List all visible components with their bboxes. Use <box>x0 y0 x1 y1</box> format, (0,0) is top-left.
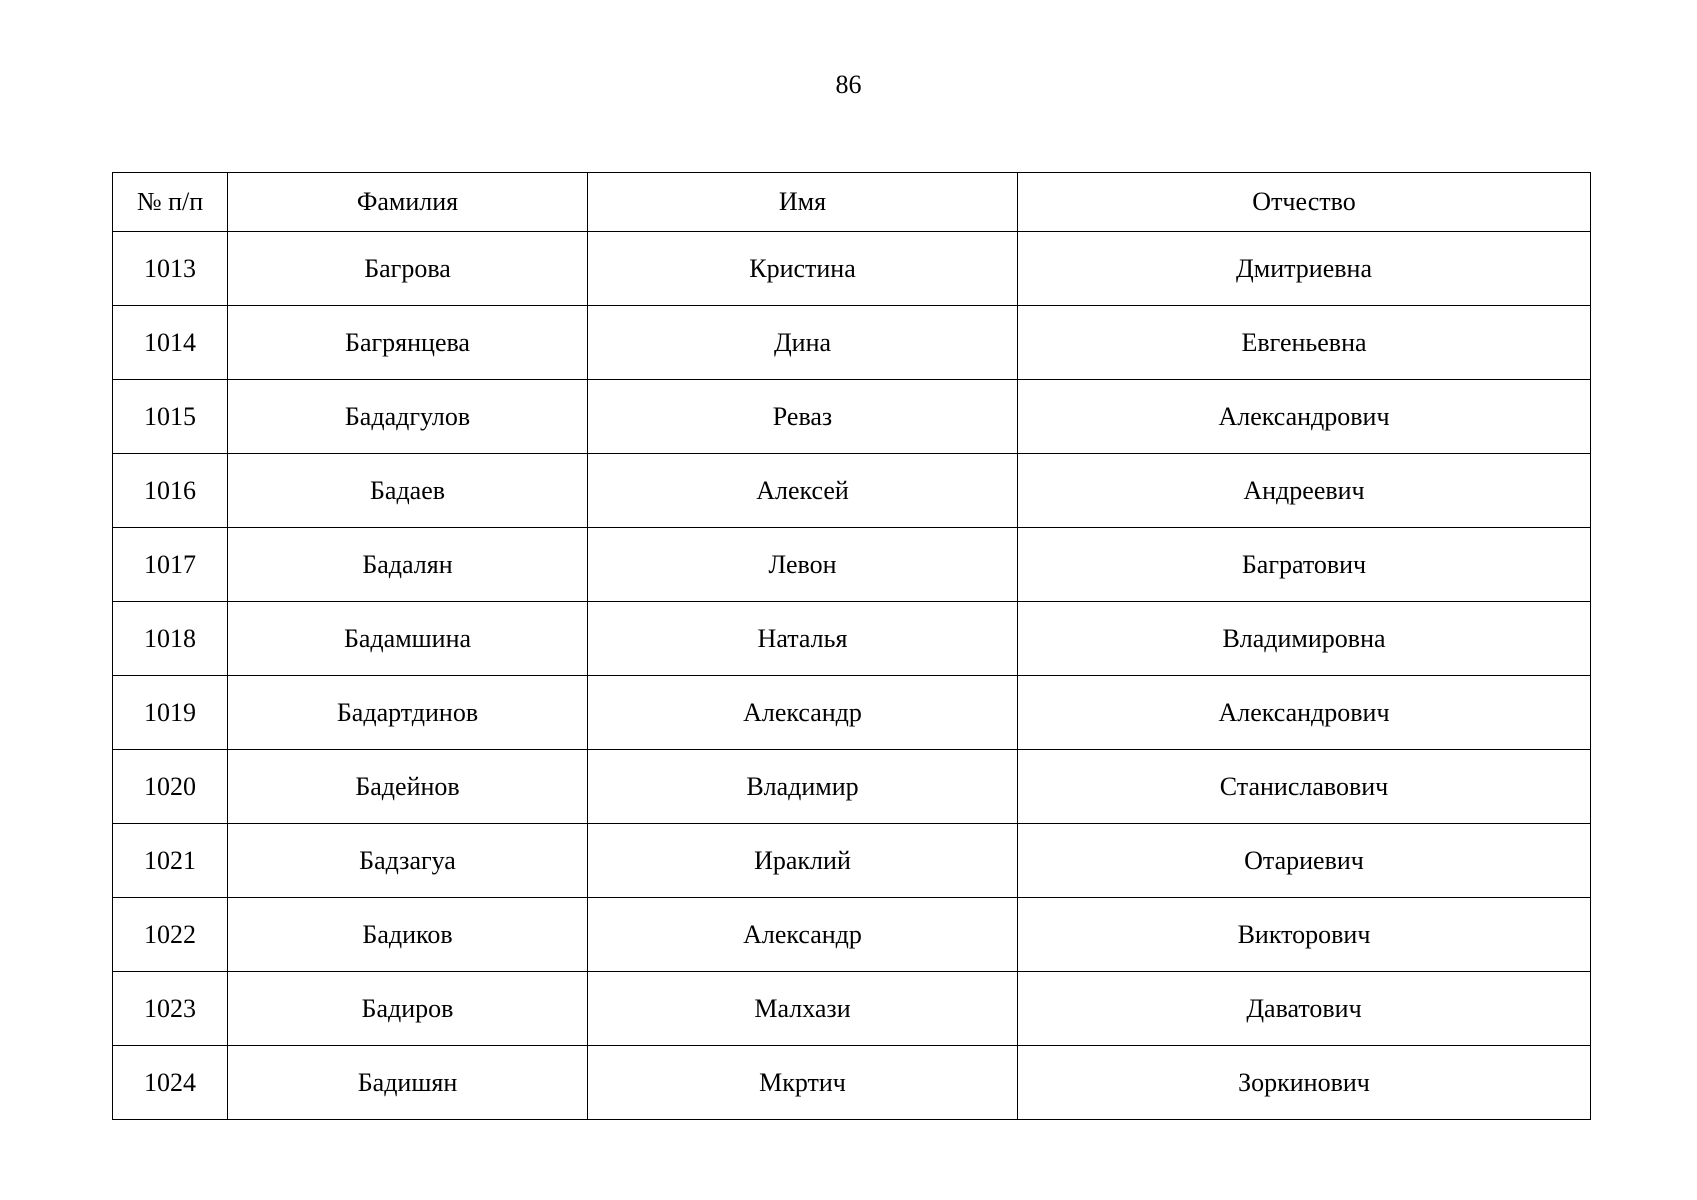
cell-number: 1013 <box>113 232 228 306</box>
table-row <box>113 1046 1591 1120</box>
cell-last-name: Бадиров <box>228 972 588 1046</box>
table-row <box>113 898 1591 972</box>
cell-number: 1019 <box>113 676 228 750</box>
cell-first-name: Мкртич <box>588 1046 1018 1120</box>
cell-first-name: Ираклий <box>588 824 1018 898</box>
cell-last-name: Багрянцева <box>228 306 588 380</box>
cell-last-name: Бадартдинов <box>228 676 588 750</box>
cell-patronymic: Отариевич <box>1018 824 1591 898</box>
header-first-name: Имя <box>588 173 1018 232</box>
cell-patronymic: Дмитриевна <box>1018 232 1591 306</box>
table-row <box>113 306 1591 380</box>
cell-first-name: Реваз <box>588 380 1018 454</box>
cell-patronymic: Станиславович <box>1018 750 1591 824</box>
cell-last-name: Бададгулов <box>228 380 588 454</box>
cell-number: 1018 <box>113 602 228 676</box>
header-row <box>113 173 1591 232</box>
cell-number: 1024 <box>113 1046 228 1120</box>
cell-first-name: Малхази <box>588 972 1018 1046</box>
cell-patronymic: Даватович <box>1018 972 1591 1046</box>
cell-first-name: Кристина <box>588 232 1018 306</box>
cell-patronymic: Александрович <box>1018 676 1591 750</box>
cell-patronymic: Зоркинович <box>1018 1046 1591 1120</box>
cell-first-name: Владимир <box>588 750 1018 824</box>
cell-number: 1017 <box>113 528 228 602</box>
cell-first-name: Левон <box>588 528 1018 602</box>
cell-last-name: Бадаев <box>228 454 588 528</box>
cell-last-name: Багрова <box>228 232 588 306</box>
table-row <box>113 380 1591 454</box>
cell-last-name: Бадамшина <box>228 602 588 676</box>
cell-first-name: Наталья <box>588 602 1018 676</box>
cell-number: 1020 <box>113 750 228 824</box>
cell-number: 1016 <box>113 454 228 528</box>
cell-first-name: Александр <box>588 898 1018 972</box>
header-patronymic: Отчество <box>1018 173 1591 232</box>
cell-patronymic: Викторович <box>1018 898 1591 972</box>
table-body <box>113 232 1591 1120</box>
roster-table <box>112 172 1591 1120</box>
cell-number: 1022 <box>113 898 228 972</box>
table-row <box>113 750 1591 824</box>
cell-last-name: Бадиков <box>228 898 588 972</box>
cell-last-name: Бадейнов <box>228 750 588 824</box>
cell-patronymic: Владимировна <box>1018 602 1591 676</box>
table-row <box>113 602 1591 676</box>
cell-patronymic: Багратович <box>1018 528 1591 602</box>
cell-first-name: Алексей <box>588 454 1018 528</box>
cell-number: 1014 <box>113 306 228 380</box>
table-row <box>113 972 1591 1046</box>
header-last-name: Фамилия <box>228 173 588 232</box>
cell-patronymic: Александрович <box>1018 380 1591 454</box>
table-row <box>113 528 1591 602</box>
cell-patronymic: Евгеньевна <box>1018 306 1591 380</box>
header-number: № п/п <box>113 173 228 232</box>
table-row <box>113 454 1591 528</box>
cell-last-name: Бадалян <box>228 528 588 602</box>
table-row <box>113 232 1591 306</box>
cell-number: 1015 <box>113 380 228 454</box>
cell-number: 1021 <box>113 824 228 898</box>
table-row <box>113 824 1591 898</box>
page-number: 86 <box>835 70 862 99</box>
cell-first-name: Дина <box>588 306 1018 380</box>
cell-last-name: Бадзагуа <box>228 824 588 898</box>
cell-first-name: Александр <box>588 676 1018 750</box>
cell-patronymic: Андреевич <box>1018 454 1591 528</box>
cell-number: 1023 <box>113 972 228 1046</box>
table-header <box>113 173 1591 232</box>
cell-last-name: Бадишян <box>228 1046 588 1120</box>
table-row <box>113 676 1591 750</box>
